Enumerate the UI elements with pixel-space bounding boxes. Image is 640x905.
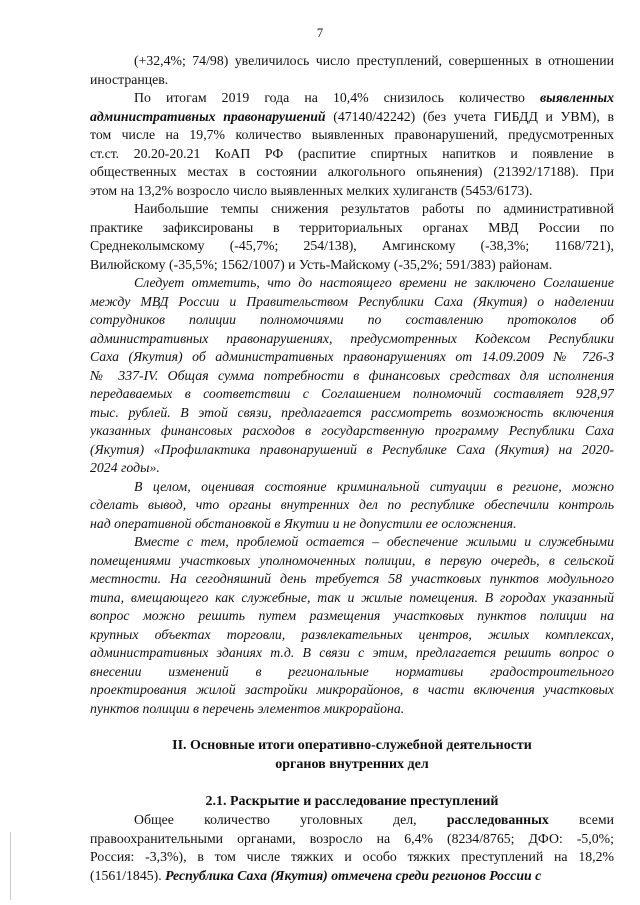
text-line xyxy=(90,274,614,293)
text-line xyxy=(90,163,614,182)
text-run: проектирования жилой застройки микрорайонов, в части включения участковых xyxy=(90,682,614,697)
text-run: этом на 13,2% возросло число выявленных мелких хулиганств (5453/6173). xyxy=(90,182,533,198)
section-heading-line-2: органов внутренних дел xyxy=(275,757,429,772)
text-line xyxy=(90,404,614,423)
text-run: Наибольшие темпы снижения результатов работы по административной xyxy=(134,201,614,216)
paragraph xyxy=(90,478,614,534)
text-run: сотрудников полиции полномочиями по составлению протоколов об xyxy=(90,312,614,327)
text-line xyxy=(90,663,614,682)
text-line xyxy=(90,330,614,349)
text-line xyxy=(90,441,614,460)
text-run: Вместе с тем, проблемой остается – обеспечение жилыми и служебными xyxy=(134,534,614,549)
text-line xyxy=(90,496,614,515)
text-run: Общее количество уголовных дел, xyxy=(134,812,447,827)
text-line xyxy=(90,237,614,256)
paragraph xyxy=(90,811,614,885)
text-run: Саха (Якутия) об административных правонарушениях от 14.09.2009 № 726-З xyxy=(90,349,614,364)
text-run: Следует отметить, что до настоящего времени не заключено Соглашение xyxy=(134,275,614,290)
text-line xyxy=(90,200,614,219)
text-line xyxy=(90,533,614,552)
text-run: правоохранительными органами, возросло на 6,4% (8234/8765; ДФО: -5,0%; xyxy=(90,830,614,846)
text-run: сделать вывод, что органы внутренних дел по республике обеспечили контроль xyxy=(90,497,614,512)
text-run: типа, вмещающего как служебные, так и жилые помещения. В городах указанный xyxy=(90,589,614,605)
text-line xyxy=(90,182,614,201)
text-run: ст.ст. 20.20-20.21 КоАП РФ (распитие спиртных напитков и появление в xyxy=(90,145,614,161)
text-line xyxy=(90,126,614,145)
text-run: передаваемых в соответствии с Соглашением полномочий составляет 928,97 xyxy=(90,386,614,401)
text-run: (+32,4%; 74/98) увеличилось число преступлений, совершенных в отношении xyxy=(134,53,614,68)
text-line xyxy=(90,515,614,534)
text-line xyxy=(90,385,614,404)
emphasized-text: расследованных xyxy=(446,812,549,827)
text-run: практике зафиксированы в территориальных органах МВД России по xyxy=(90,219,614,235)
text-run: над оперативной обстановкой в Якутии и не допустили ее осложнения. xyxy=(90,515,517,531)
section-heading-line-1: II. Основные итоги оперативно-служебной деятельности xyxy=(172,738,532,753)
text-run: По итогам 2019 года на 10,4% снизилось количество xyxy=(134,90,540,105)
text-run: между МВД России и Правительством Республики Саха (Якутия) о наделении xyxy=(90,293,614,309)
paragraph xyxy=(90,200,614,274)
text-run: Вилюйскому (-35,5%; 1562/1007) и Усть-Майскому (-35,2%; 591/383) районам. xyxy=(90,256,553,272)
text-run: внесении изменений в региональные нормативы градостроительного xyxy=(90,663,614,679)
text-line xyxy=(90,867,614,886)
text-line xyxy=(90,256,614,275)
text-line xyxy=(90,811,614,830)
text-line xyxy=(90,52,614,71)
text-run: том числе на 19,7% количество выявленных правонарушений, предусмотренных xyxy=(90,127,614,142)
text-run: местности. На сегодняшний день требуется 58 участковых пунктов модульного xyxy=(90,571,614,586)
margin-scan-mark xyxy=(10,832,11,900)
text-line xyxy=(90,311,614,330)
text-run: № 337-IV. Общая сумма потребности в финансовых средствах для исполнения xyxy=(90,367,614,383)
text-line xyxy=(90,570,614,589)
text-line xyxy=(90,459,614,478)
text-run: всеми xyxy=(548,812,614,827)
text-line xyxy=(90,348,614,367)
document-body xyxy=(90,52,614,885)
text-run: административных правонарушениях, предусмотренных Кодексом Республики xyxy=(90,330,614,346)
text-line xyxy=(90,422,614,441)
text-line xyxy=(90,71,614,90)
final-paragraph xyxy=(90,811,614,885)
emphasized-text: административных правонарушений xyxy=(90,108,326,124)
text-run: указанных финансовых расходов в государственную программу Республики Саха xyxy=(90,423,614,438)
text-run: административных зданиях т.д. В связи с этим, предлагается решить вопрос о xyxy=(90,645,614,660)
text-run: 2024 годы». xyxy=(90,460,160,475)
text-line xyxy=(90,552,614,571)
text-line xyxy=(90,607,614,626)
text-run: вопрос можно решить путем размещения участковых пунктов полиции на xyxy=(90,608,614,623)
text-line xyxy=(90,145,614,164)
text-line xyxy=(90,589,614,608)
emphasized-text: Республика Саха (Якутия) отмечена среди регионов России с xyxy=(165,867,542,883)
text-run: крупных объектах торговли, развлекательных центров, жилых комплексах, xyxy=(90,626,614,642)
text-line xyxy=(90,478,614,497)
text-line xyxy=(90,830,614,849)
text-line xyxy=(90,644,614,663)
text-run: Россия: -3,3%), в том числе тяжких и особо тяжких преступлений на 18,2% xyxy=(90,849,614,864)
text-run: Среднеколымскому (-45,7%; 254/138), Амгинскому (-38,3%; 1168/721), xyxy=(90,238,614,253)
text-run: общественных местах в состоянии алкогольного опьянения) (21392/17188). При xyxy=(90,164,614,179)
text-run: пунктов полиции в перечень элементов микрорайона. xyxy=(90,700,405,716)
text-line xyxy=(90,848,614,867)
text-line xyxy=(90,108,614,127)
text-run: тыс. рублей. В этой связи, предлагается рассмотреть возможность включения xyxy=(90,404,614,420)
paragraph xyxy=(90,52,614,89)
text-run: (Якутия) «Профилактика правонарушений в Республике Саха (Якутия) на 2020- xyxy=(90,441,614,457)
text-run: помещениями участковых уполномоченных полиции, в первую очередь, в сельской xyxy=(90,552,614,568)
subsection-heading: 2.1. Раскрытие и расследование преступлений xyxy=(205,794,499,809)
body-paragraphs xyxy=(90,52,614,718)
text-line xyxy=(90,89,614,108)
text-line xyxy=(90,293,614,312)
page-number: 7 xyxy=(316,26,324,40)
text-run: (1561/1845). xyxy=(90,867,166,883)
text-line xyxy=(90,681,614,700)
text-line xyxy=(90,700,614,719)
paragraph xyxy=(90,533,614,718)
paragraph xyxy=(90,89,614,200)
paragraph xyxy=(90,274,614,478)
emphasized-text: выявленных xyxy=(539,90,614,105)
text-run: иностранцев. xyxy=(90,71,169,87)
text-line xyxy=(90,626,614,645)
text-run: В целом, оценивая состояние криминальной ситуации в регионе, можно xyxy=(134,478,614,494)
text-run: (47140/42242) (без учета ГИБДД и УВМ), в xyxy=(325,108,614,124)
text-line xyxy=(90,367,614,386)
text-line xyxy=(90,219,614,238)
